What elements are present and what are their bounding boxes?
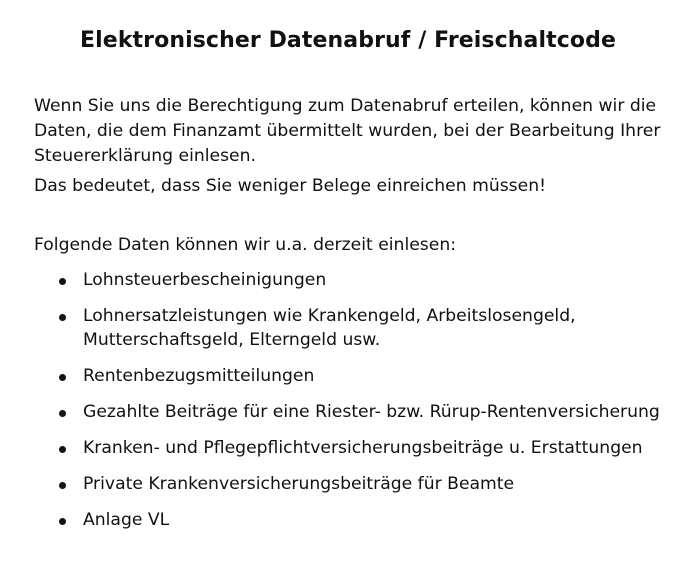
list-intro-paragraph: Folgende Daten können wir u.a. derzeit einlesen: [34,235,457,255]
list-item-text: Gezahlte Beiträge für eine Riester- bzw. Rürup-Rentenversicherung [83,402,660,422]
list-item [34,304,684,352]
bullet-icon [59,482,66,489]
list-item-text: Lohnsteuerbescheinigungen [83,270,327,290]
list-item-text: Lohnersatzleistungen wie Krankengeld, Arbeitslosengeld, Mutterschaftsgeld, Elterngeld usw. [83,306,576,350]
list-item-text: Anlage VL [83,510,170,530]
list-item [34,436,684,460]
list-item [34,400,684,424]
page-title: Elektronischer Datenabruf / Freischaltcode [80,28,616,53]
data-types-list [34,268,684,544]
bullet-icon [59,314,66,321]
list-item [34,268,684,292]
list-item [34,472,684,496]
list-item-text: Kranken- und Pflegepflichtversicherungsbeiträge u. Erstattungen [83,438,643,458]
bullet-icon [59,374,66,381]
bullet-icon [59,278,66,285]
list-item [34,364,684,388]
list-item-text: Rentenbezugsmitteilungen [83,366,315,386]
bullet-icon [59,518,66,525]
bullet-icon [59,410,66,417]
intro-paragraph: Wenn Sie uns die Berechtigung zum Datenabruf erteilen, können wir die Daten, die dem Finanzamt übermittelt wurden, bei der Bearbeitung Ihrer Steuererklärung einlesen. [34,96,661,166]
list-item [34,508,684,532]
list-item-text: Private Krankenversicherungsbeiträge für Beamte [83,474,515,494]
benefit-paragraph: Das bedeutet, dass Sie weniger Belege einreichen müssen! [34,176,546,196]
bullet-icon [59,446,66,453]
